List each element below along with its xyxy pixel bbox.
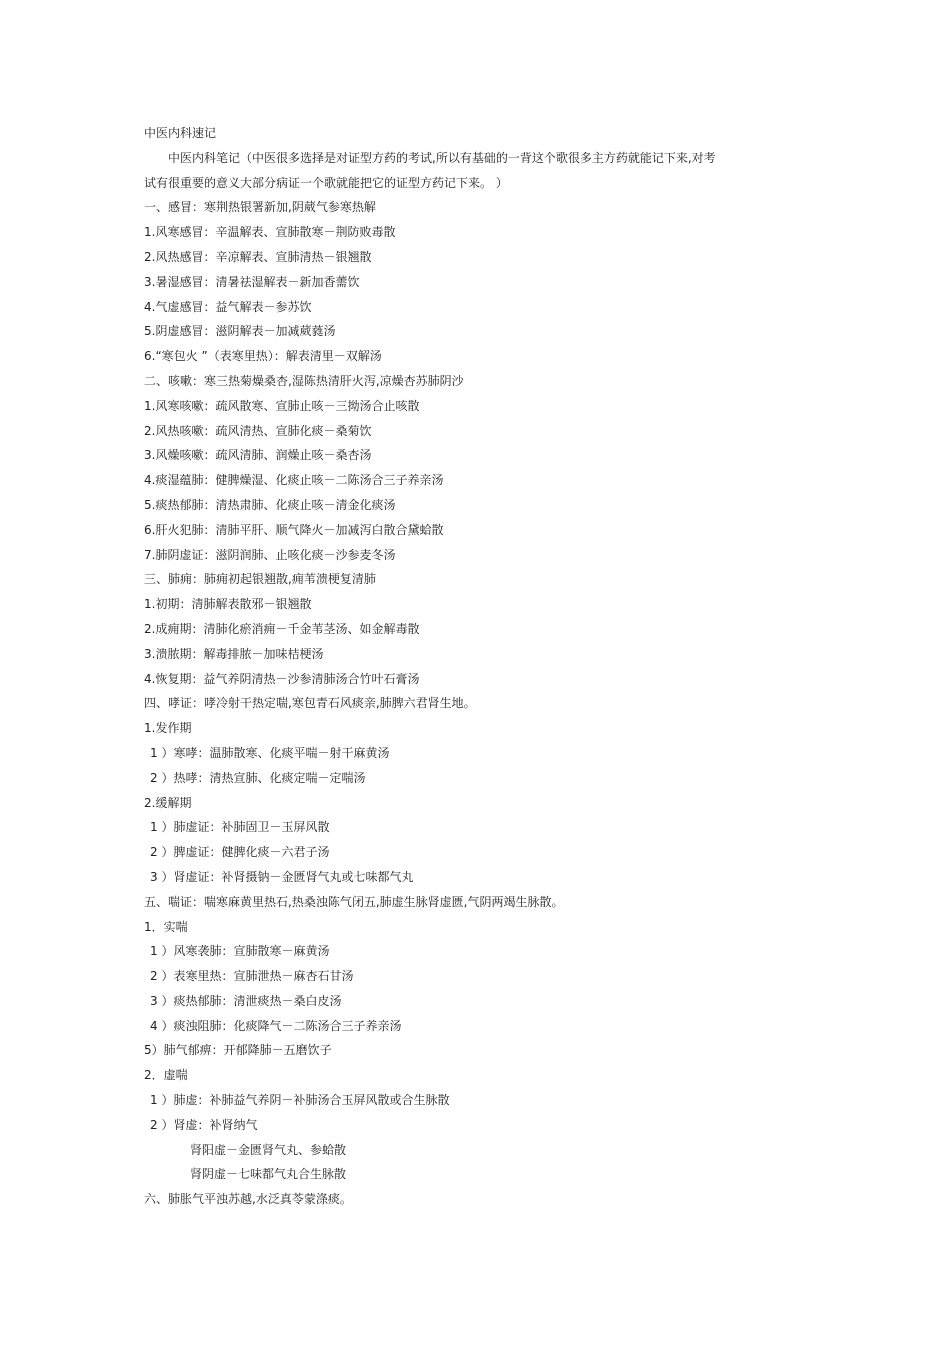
section-heading: 一、感冒：寒荆热银署新加,阴葳气参寒热解 — [144, 200, 376, 215]
list-item: 2.风热感冒：辛凉解表、宣肺清热－银翘散 — [144, 249, 372, 264]
intro-paragraph: 中医内科笔记（中医很多选择是对证型方药的考试,所以有基础的一背这个歌很多主方药就能记下来,对考试有很重要的意义大部分病证一个歌就能把它的证型方药记下来。 ） — [144, 150, 716, 190]
sub-heading: 2.缓解期 — [144, 795, 192, 810]
list-item: 2 ）肾虚：补肾纳气 — [150, 1117, 258, 1132]
sub-heading: 2．虚喘 — [144, 1068, 188, 1083]
list-item: 3.风燥咳嗽：疏风清肺、润燥止咳－桑杏汤 — [144, 448, 372, 463]
list-item: 1.风寒感冒：辛温解表、宣肺散寒－荆防败毒散 — [144, 225, 396, 240]
list-item: 肾阳虚－金匮肾气丸、参蛤散 — [190, 1142, 347, 1157]
document-body — [144, 121, 724, 1212]
list-item: 肾阴虚－七味都气丸合生脉散 — [190, 1167, 347, 1182]
list-item: 2.成痈期：清肺化瘀消痈－千金苇茎汤、如金解毒散 — [144, 621, 420, 636]
list-item: 2 ）热哮：清热宣肺、化痰定喘－定喘汤 — [150, 770, 366, 785]
list-item: 4.痰湿蕴肺：健脾燥湿、化痰止咳－二陈汤合三子养亲汤 — [144, 473, 444, 488]
list-item: 1 ）寒哮：温肺散寒、化痰平喘－射干麻黄汤 — [150, 745, 390, 760]
list-item: 4.气虚感冒：益气解表－参苏饮 — [144, 299, 312, 314]
sub-heading: 1．实喘 — [144, 919, 188, 934]
list-item: 3.溃脓期：解毒排脓－加味桔梗汤 — [144, 646, 324, 661]
section-heading: 四、哮证：哮冷射干热定喘,寒包青石风痰亲,肺脾六君肾生地。 — [144, 696, 476, 711]
list-item: 3 ）痰热郁肺：清泄痰热－桑白皮汤 — [150, 993, 342, 1008]
list-item: 1.初期：清肺解表散邪－银翘散 — [144, 597, 312, 612]
section-heading: 五、喘证：喘寒麻黄里热石,热桑浊陈气闭五,肺虚生脉肾虚匮,气阴两竭生脉散。 — [144, 894, 564, 909]
list-item: 1 ）肺虚证：补肺固卫－玉屏风散 — [150, 820, 330, 835]
list-item: 3.暑湿感冒：清暑祛湿解表－新加香薷饮 — [144, 274, 360, 289]
list-item: 4 ）痰浊阻肺：化痰降气－二陈汤合三子养亲汤 — [150, 1018, 402, 1033]
list-item: 3 ）肾虚证：补肾摄钠－金匮肾气丸或七味都气丸 — [150, 869, 414, 884]
section-heading: 二、咳嗽：寒三热菊燥桑杏,湿陈热清肝火泻,凉燥杏苏肺阴沙 — [144, 373, 464, 388]
sub-heading: 1.发作期 — [144, 721, 192, 736]
document-title: 中医内科速记 — [144, 126, 217, 140]
list-item: 1 ）风寒袭肺：宣肺散寒－麻黄汤 — [150, 944, 330, 959]
list-item: 6.“寒包火 ”（表寒里热）：解表清里－双解汤 — [144, 349, 382, 364]
list-item: 1 ）肺虚：补肺益气养阴－补肺汤合玉屏风散或合生脉散 — [150, 1093, 450, 1108]
list-item: 5）肺气郁痹：开郁降肺－五磨饮子 — [144, 1043, 332, 1058]
list-item: 7.肺阴虚证：滋阴润肺、止咳化痰－沙参麦冬汤 — [144, 547, 396, 562]
section-heading: 六、肺胀气平浊苏越,水泛真苓蒙涤痰。 — [144, 1192, 352, 1207]
list-item: 5.痰热郁肺：清热肃肺、化痰止咳－清金化痰汤 — [144, 497, 396, 512]
list-item: 2.风热咳嗽：疏风清热、宣肺化痰－桑菊饮 — [144, 423, 372, 438]
list-item: 4.恢复期：益气养阴清热－沙参清肺汤合竹叶石膏汤 — [144, 671, 420, 686]
list-item: 1.风寒咳嗽：疏风散寒、宣肺止咳－三拗汤合止咳散 — [144, 398, 420, 413]
section-heading: 三、肺痈：肺痈初起银翘散,痈苇溃梗复清肺 — [144, 572, 376, 587]
list-item: 6.肝火犯肺：清肺平肝、顺气降火－加减泻白散合黛蛤散 — [144, 522, 444, 537]
list-item: 2 ）脾虚证：健脾化痰－六君子汤 — [150, 845, 330, 860]
list-item: 5.阴虚感冒：滋阴解表－加减葳蕤汤 — [144, 324, 336, 339]
list-item: 2 ）表寒里热：宣肺泄热－麻杏石甘汤 — [150, 969, 354, 984]
